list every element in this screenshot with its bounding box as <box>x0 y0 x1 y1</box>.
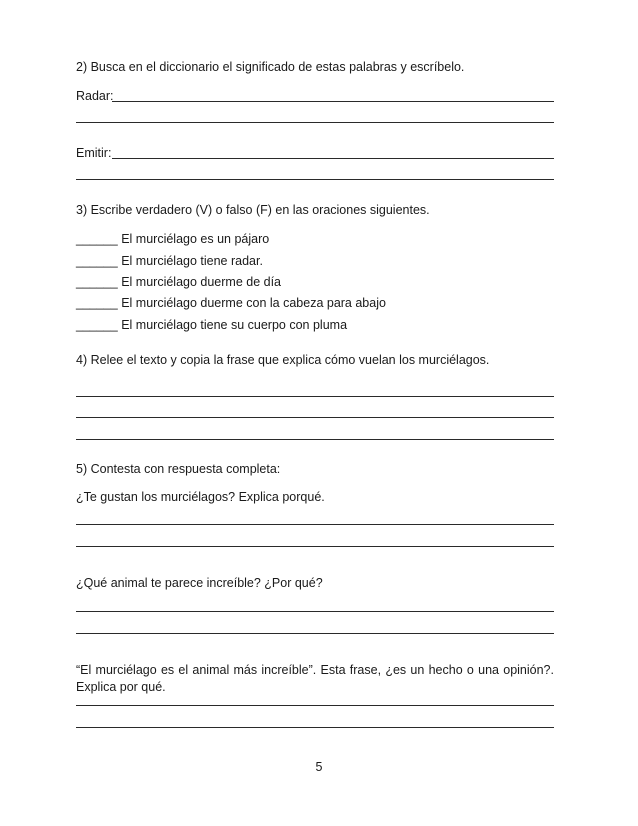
emitir-answer-line[interactable] <box>112 146 554 159</box>
q5-question-1: ¿Te gustan los murciélagos? Explica porqué. <box>76 490 325 504</box>
tf-blank[interactable]: ______ <box>76 275 118 289</box>
radar-answer-line[interactable] <box>112 89 554 102</box>
page-number: 5 <box>315 760 323 774</box>
radar-answer-line-2[interactable] <box>76 122 554 123</box>
q5-q3-answer-line-1[interactable] <box>76 705 554 706</box>
tf-statement: El murciélago duerme de día <box>121 275 282 289</box>
q5-heading: 5) Contesta con respuesta completa: <box>76 462 281 476</box>
tf-statement: El murciélago es un pájaro <box>121 232 270 246</box>
q4-answer-line-1[interactable] <box>76 396 554 397</box>
tf-blank[interactable]: ______ <box>76 254 118 268</box>
emitir-label: Emitir: <box>76 146 112 160</box>
tf-statement: El murciélago tiene su cuerpo con pluma <box>121 318 348 332</box>
q4-answer-line-3[interactable] <box>76 439 554 440</box>
q5-q2-answer-line-1[interactable] <box>76 611 554 612</box>
tf-item <box>76 232 269 246</box>
q5-q1-answer-line-2[interactable] <box>76 546 554 547</box>
tf-blank[interactable]: ______ <box>76 296 118 310</box>
q5-question-2: ¿Qué animal te parece increíble? ¿Por qué? <box>76 576 323 590</box>
q3-heading: 3) Escribe verdadero (V) o falso (F) en las oraciones siguientes. <box>76 203 430 217</box>
tf-item <box>76 296 386 310</box>
emitir-answer-line-2[interactable] <box>76 179 554 180</box>
tf-item <box>76 254 263 268</box>
radar-label: Radar: <box>76 89 114 103</box>
q4-heading: 4) Relee el texto y copia la frase que explica cómo vuelan los murciélagos. <box>76 353 490 367</box>
tf-statement: El murciélago tiene radar. <box>121 254 263 268</box>
tf-blank[interactable]: ______ <box>76 318 118 332</box>
tf-item <box>76 275 281 289</box>
q5-q1-answer-line-1[interactable] <box>76 524 554 525</box>
q5-q3-answer-line-2[interactable] <box>76 727 554 728</box>
q2-heading: 2) Busca en el diccionario el significado de estas palabras y escríbelo. <box>76 60 465 74</box>
tf-statement: El murciélago duerme con la cabeza para abajo <box>121 296 386 310</box>
tf-item <box>76 318 347 332</box>
q5-q2-answer-line-2[interactable] <box>76 633 554 634</box>
q5-question-3-line-1: “El murciélago es el animal más increíble”. Esta frase, ¿es un hecho o una opinión?. <box>76 663 554 677</box>
q4-answer-line-2[interactable] <box>76 417 554 418</box>
tf-blank[interactable]: ______ <box>76 232 118 246</box>
q5-question-3-line-2: Explica por qué. <box>76 680 166 694</box>
